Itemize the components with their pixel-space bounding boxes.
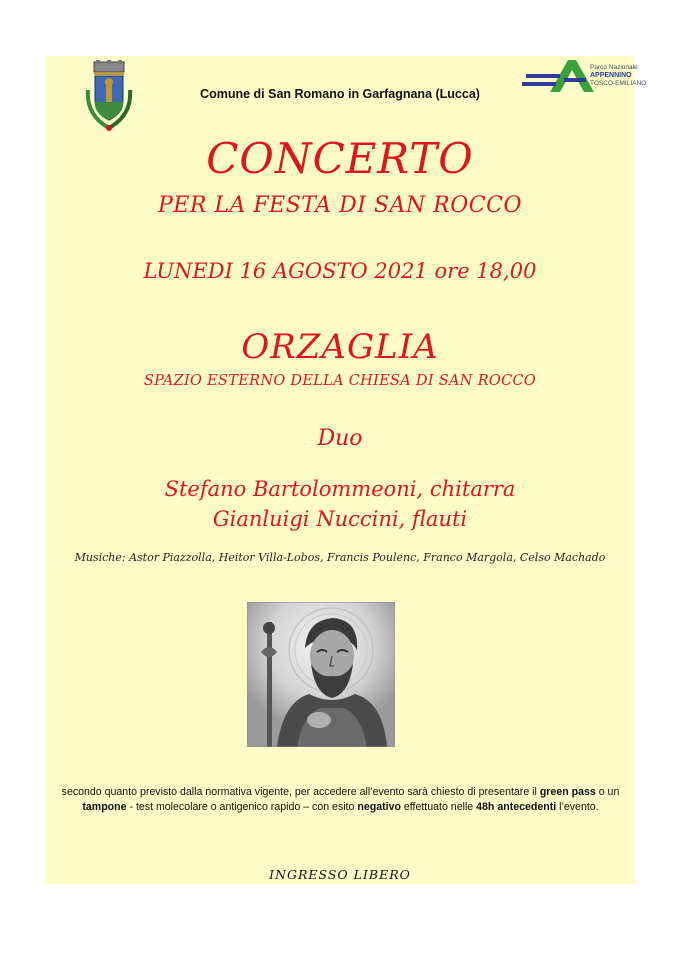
event-place: ORZAGLIA [241, 327, 439, 367]
event-venue: SPAZIO ESTERNO DELLA CHIESA DI SAN ROCCO [143, 373, 537, 389]
free-entry-label: INGRESSO LIBERO [269, 867, 411, 882]
ensemble-label: Duo [317, 426, 363, 451]
poster-title: CONCERTO [206, 134, 474, 183]
event-date: LUNEDI 16 AGOSTO 2021 ore 18,00 [143, 259, 537, 283]
musician-1: Stefano Bartolommeoni, chitarra [164, 477, 516, 501]
comune-header: Comune di San Romano in Garfagnana (Lucca) [200, 87, 480, 101]
san-rocco-image [247, 602, 395, 747]
green-pass-notice: secondo quanto previsto dalla normativa vigente, per accedere all’evento sarà chiesto di presentare il green pass o un tampone - test molecolare o antigenico rapido – con esito negativo effettuato nelle 48h antecedenti l’evento. [61, 786, 620, 813]
park-logo-text: Parco Nazionale APPENNINO TOSCO-EMILIANO [590, 64, 647, 87]
musician-2: Gianluigi Nuccini, flauti [212, 507, 468, 531]
program-list: Musiche: Astor Piazzolla, Heitor Villa-Lobos, Francis Poulenc, Franco Margola, Celso Machado [74, 551, 606, 564]
poster-subtitle: PER LA FESTA DI SAN ROCCO [158, 193, 522, 218]
